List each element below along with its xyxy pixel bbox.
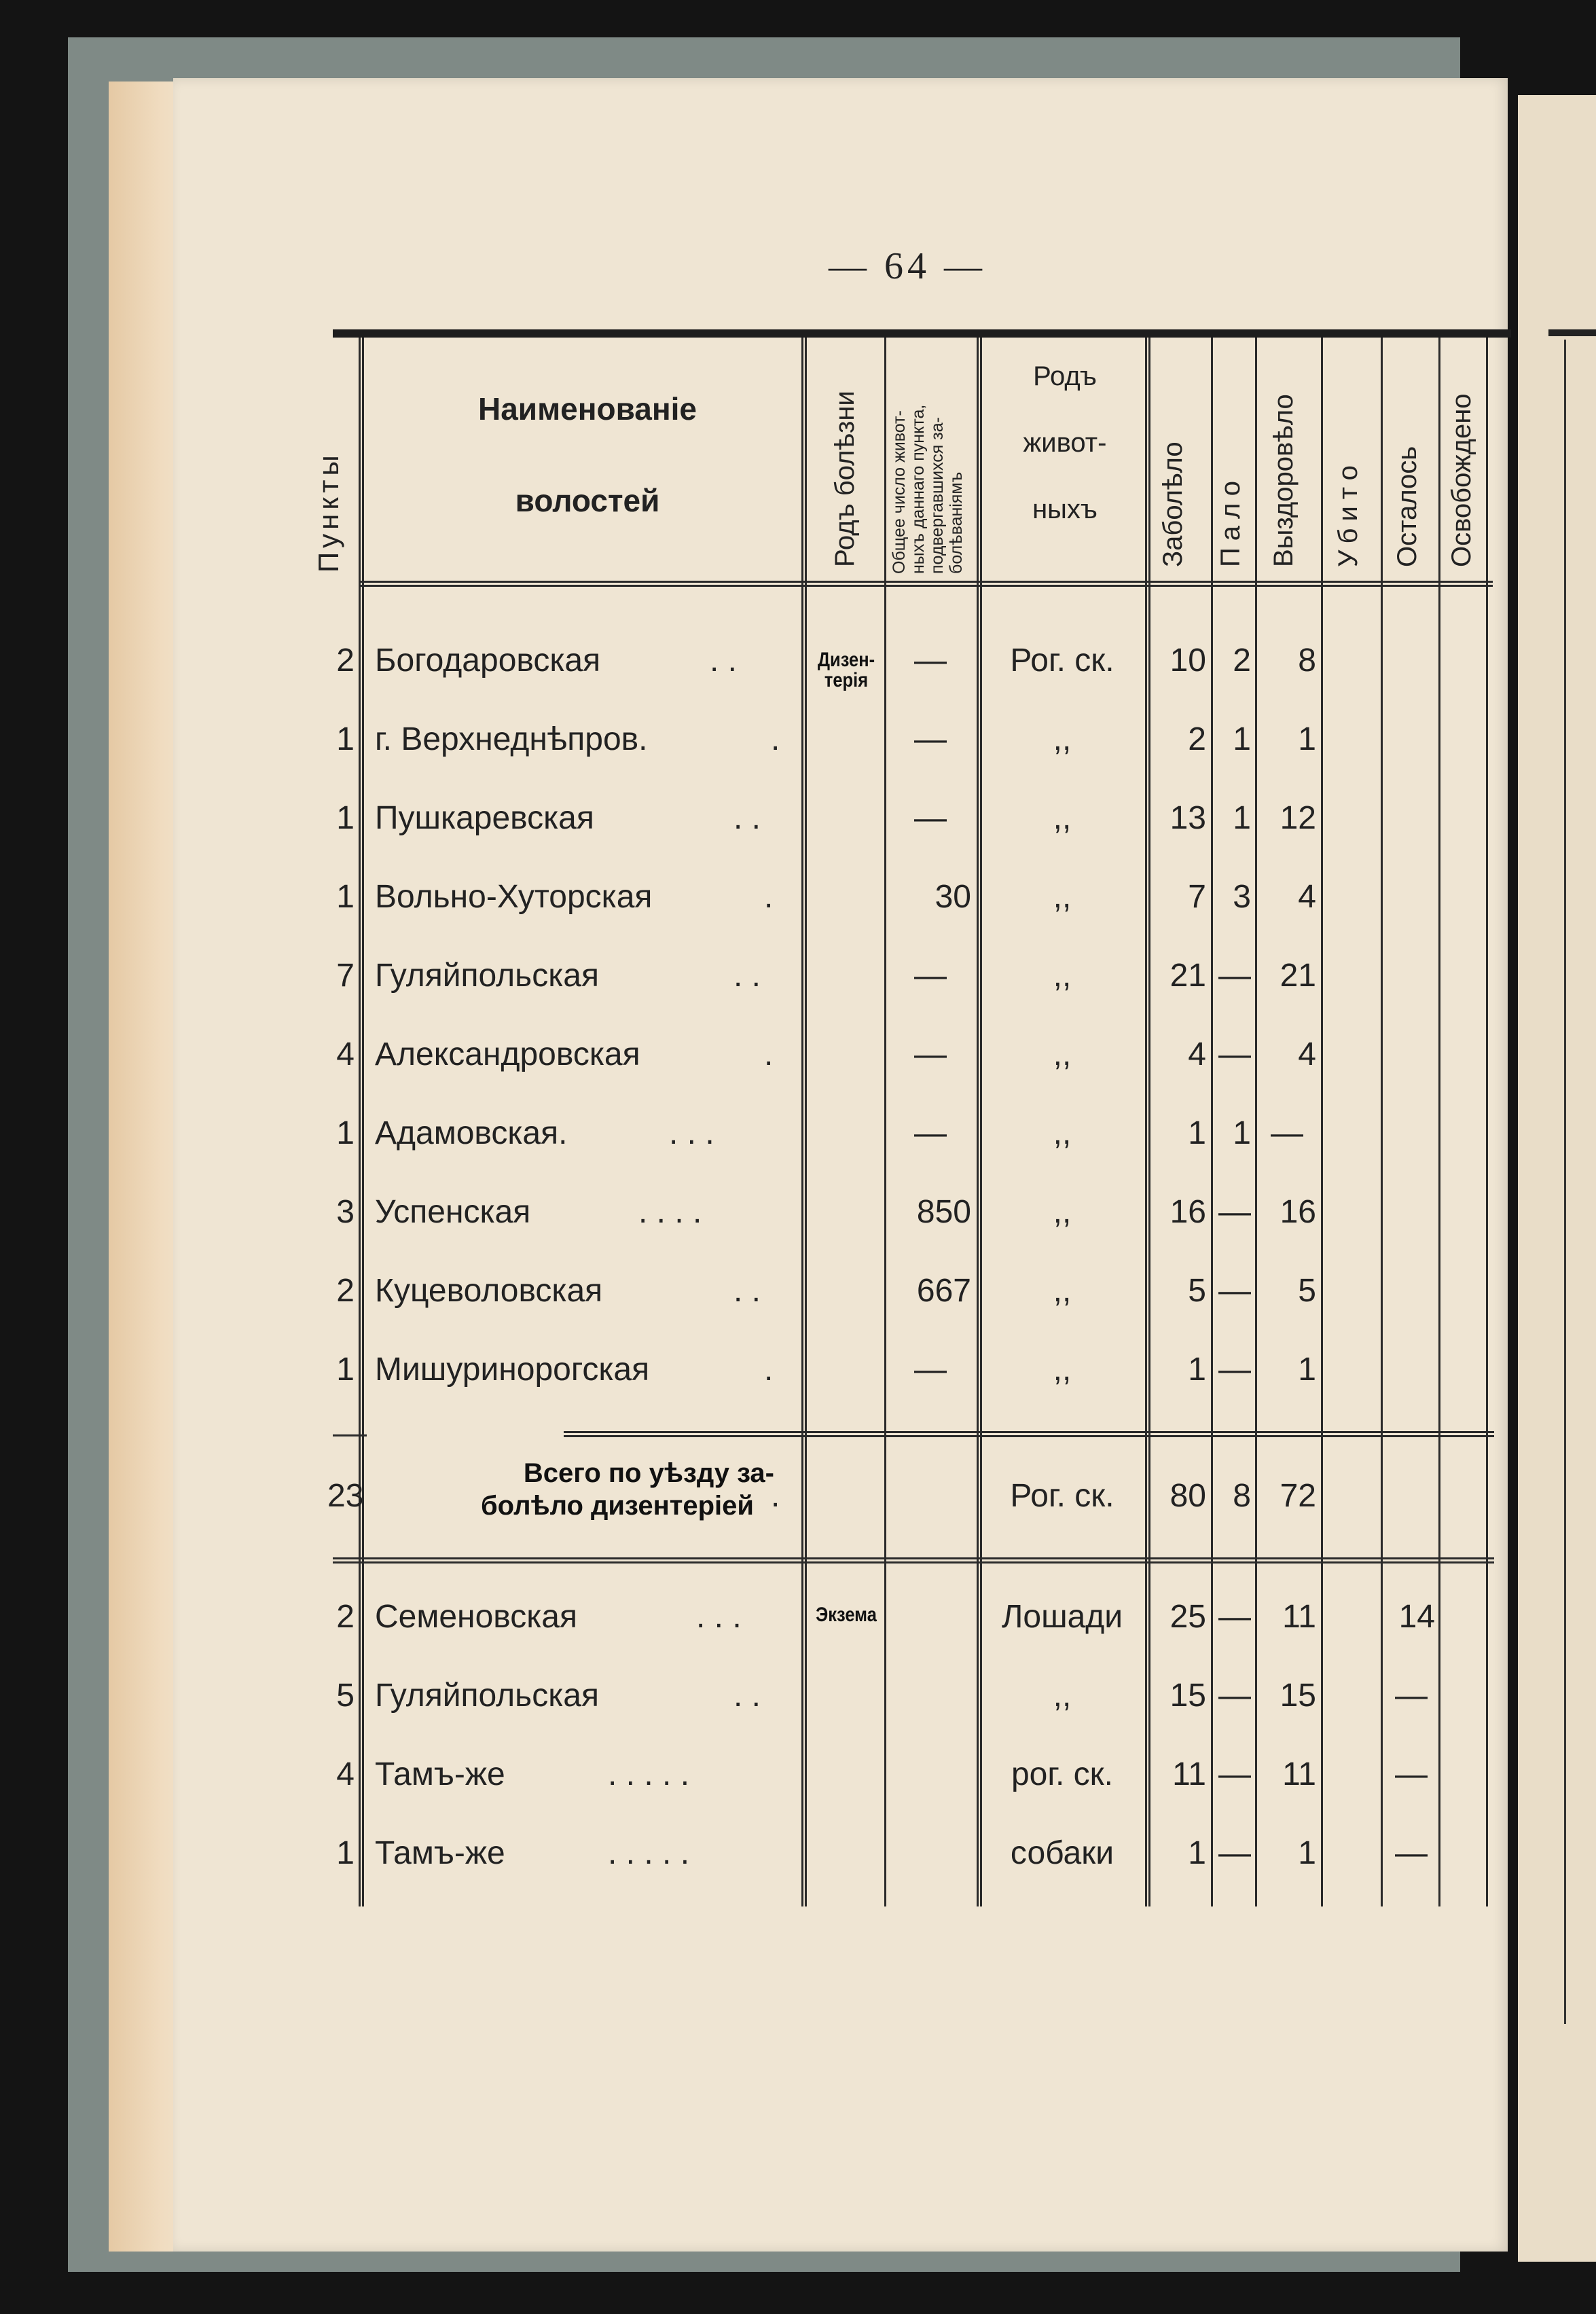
cell-ill: 13	[1169, 800, 1206, 836]
cell-recovered: 1	[1298, 1352, 1316, 1388]
cell-kind: Рог. ск.	[1010, 643, 1114, 679]
cell-kind: ,,	[1053, 958, 1072, 994]
cell-recovered: 1	[1298, 721, 1316, 757]
cell-recovered: 16	[1280, 1194, 1316, 1230]
header-name-line2: волостей	[515, 483, 660, 518]
cell-dots: . .	[733, 1273, 761, 1309]
cell-total: —	[914, 643, 947, 679]
cell-kind: ,,	[1053, 1115, 1072, 1151]
total-top-rule	[564, 1431, 1494, 1437]
facing-page-edge	[1518, 95, 1596, 2262]
cell-kind: ,,	[1053, 1194, 1072, 1230]
cell-kind: собаки	[1010, 1835, 1114, 1871]
cell-dots: . .	[733, 1678, 761, 1714]
table-row	[333, 799, 1511, 840]
cell-ill: 21	[1169, 958, 1206, 994]
cell-total: 667	[916, 1273, 971, 1309]
cell-name: Гуляйпольская	[375, 1678, 599, 1714]
cell-remained: —	[1395, 1678, 1428, 1714]
cell-recovered: 12	[1280, 800, 1316, 836]
cell-dots: .	[771, 721, 780, 757]
cell-punkty: 7	[336, 958, 355, 994]
cell-total: —	[914, 1352, 947, 1388]
cell-kind: Лошади	[1001, 1599, 1123, 1635]
cell-ill: 25	[1169, 1599, 1206, 1635]
table-row	[333, 721, 1511, 761]
cell-name: Вольно-Хуторская	[375, 879, 653, 915]
cell-died: —	[1218, 1835, 1251, 1871]
cell-dots: . . . .	[638, 1194, 702, 1230]
cell-died: 3	[1233, 879, 1251, 915]
page-number: — 64 —	[829, 245, 986, 287]
table-row	[333, 1756, 1511, 1796]
disease-line: Дизен-	[817, 649, 875, 671]
disease-line: терія	[824, 669, 869, 691]
cell-punkty: 1	[336, 1352, 355, 1388]
cell-died: 1	[1233, 800, 1251, 836]
table-row	[333, 1598, 1511, 1639]
table-row	[333, 1272, 1511, 1313]
header-separator	[359, 581, 1493, 587]
cell-name: Гуляйпольская	[375, 958, 599, 994]
cell-dots: . .	[733, 958, 761, 994]
cell-recovered: 8	[1298, 643, 1316, 679]
cell-kind: ,,	[1053, 721, 1072, 757]
header-killed: Убито	[1333, 458, 1363, 567]
cell-total: 30	[935, 879, 971, 915]
cell-dots: .	[764, 1352, 774, 1388]
cell-died: 2	[1233, 643, 1251, 679]
table-row	[333, 1677, 1511, 1718]
table-top-rule	[333, 329, 1511, 338]
cell-recovered: 11	[1282, 1599, 1316, 1635]
cell-punkty: 2	[336, 1599, 355, 1635]
cell-kind: рог. ск.	[1011, 1756, 1114, 1792]
header-disease-kind: Родъ болѣзни	[830, 391, 860, 567]
cell-total: —	[914, 958, 947, 994]
table-row	[333, 878, 1511, 919]
cell-name: Адамовская.	[375, 1115, 568, 1151]
cell-punkty: 1	[336, 800, 355, 836]
cell-died: —	[1218, 1194, 1251, 1230]
cell-died: 1	[1233, 1115, 1251, 1151]
cell-name: Куцеволовская	[375, 1273, 603, 1309]
cell-dots: . . .	[696, 1599, 742, 1635]
header-total-line: болѣваніямъ	[947, 471, 966, 574]
total-row	[327, 1458, 1511, 1545]
cell-recovered: 1	[1298, 1835, 1316, 1871]
cell-total: 850	[916, 1194, 971, 1230]
cell-recovered: 4	[1298, 1036, 1316, 1072]
cell-kind: ,,	[1053, 1273, 1072, 1309]
cell-dots: . .	[733, 800, 761, 836]
cell-died: 1	[1233, 721, 1251, 757]
table-row	[333, 1834, 1511, 1875]
cell-dots: . . . . .	[608, 1835, 690, 1871]
cell-ill: 11	[1172, 1756, 1206, 1792]
row-line	[333, 1434, 367, 1436]
cell-kind: Рог. ск.	[1010, 1478, 1114, 1514]
cell-died: —	[1218, 1756, 1251, 1792]
cell-recovered: 15	[1280, 1678, 1316, 1714]
cell-ill: 16	[1169, 1194, 1206, 1230]
page-edge	[109, 82, 183, 2252]
cell-punkty: 23	[327, 1478, 364, 1514]
facing-page-rule	[1548, 329, 1596, 336]
cell-ill: 10	[1169, 643, 1206, 679]
header-died: Пало	[1216, 473, 1246, 567]
cell-punkty: 1	[336, 879, 355, 915]
facing-page-line	[1564, 340, 1566, 2024]
cell-ill: 1	[1188, 1352, 1206, 1388]
cell-name: Богодаровская	[375, 643, 601, 679]
header-animal-line: ныхъ	[1032, 494, 1098, 524]
cell-dots: . .	[710, 643, 738, 679]
cell-died: —	[1218, 958, 1251, 994]
cell-total: —	[914, 721, 947, 757]
cell-punkty: 4	[336, 1036, 355, 1072]
header-released: Освобождено	[1447, 393, 1476, 567]
cell-remained: —	[1395, 1756, 1428, 1792]
cell-ill: 5	[1188, 1273, 1206, 1309]
header-punkty: Пункты	[312, 451, 344, 573]
cell-kind: ,,	[1053, 1036, 1072, 1072]
header-total-line: подвергавшихся за-	[928, 417, 947, 574]
cell-total: —	[914, 1036, 947, 1072]
statistics-table	[312, 329, 1511, 1915]
cell-kind: ,,	[1053, 800, 1072, 836]
cell-total: —	[914, 800, 947, 836]
header-remained: Осталось	[1392, 446, 1422, 567]
cell-dots: . . . . .	[608, 1756, 690, 1792]
cell-died: —	[1218, 1352, 1251, 1388]
cell-recovered: 5	[1298, 1273, 1316, 1309]
cell-dots: .	[771, 1478, 780, 1514]
cell-recovered: 4	[1298, 879, 1316, 915]
cell-ill: 80	[1169, 1478, 1206, 1514]
cell-kind: ,,	[1053, 1678, 1072, 1714]
cell-name: Успенская	[375, 1194, 531, 1230]
cell-name: Тамъ-же	[375, 1835, 505, 1871]
cell-total: —	[914, 1115, 947, 1151]
header-animal-kind	[983, 360, 1146, 526]
cell-recovered: —	[1271, 1115, 1303, 1151]
cell-punkty: 4	[336, 1756, 355, 1792]
cell-punkty: 1	[336, 1115, 355, 1151]
cell-ill: 7	[1188, 879, 1206, 915]
cell-died: —	[1218, 1678, 1251, 1714]
cell-died: —	[1218, 1599, 1251, 1635]
cell-ill: 1	[1188, 1115, 1206, 1151]
cell-punkty: 2	[336, 1273, 355, 1309]
cell-recovered: 21	[1280, 958, 1316, 994]
cell-died: 8	[1233, 1478, 1251, 1514]
cell-dots: .	[764, 879, 774, 915]
table-row	[333, 957, 1511, 998]
cell-recovered: 72	[1280, 1478, 1316, 1514]
cell-remained: 14	[1398, 1599, 1435, 1635]
cell-ill: 1	[1188, 1835, 1206, 1871]
table-row	[333, 1351, 1511, 1392]
total-name-line2: болѣло дизентеріей	[480, 1491, 754, 1521]
cell-kind: ,,	[1053, 1352, 1072, 1388]
cell-punkty: 1	[336, 1835, 355, 1871]
cell-name: Тамъ-же	[375, 1756, 505, 1792]
cell-punkty: 2	[336, 643, 355, 679]
header-total-line: ныхъ даннаго пункта,	[909, 404, 928, 574]
cell-died: —	[1218, 1273, 1251, 1309]
cell-remained: —	[1395, 1835, 1428, 1871]
cell-punkty: 3	[336, 1194, 355, 1230]
total-name-line1: Всего по уѣзду за-	[523, 1458, 774, 1488]
table-row	[333, 1036, 1511, 1077]
cell-ill: 4	[1188, 1036, 1206, 1072]
header-total-line: Общее число живот-	[890, 410, 909, 574]
header-animal-line: живот-	[1023, 428, 1107, 458]
header-recovered: Выздоровѣло	[1269, 394, 1299, 567]
table-row	[333, 1115, 1511, 1155]
cell-name: Пушкаревская	[375, 800, 594, 836]
header-name-line1: Наименованіе	[478, 391, 697, 427]
cell-dots: . . .	[669, 1115, 714, 1151]
cell-recovered: 11	[1282, 1756, 1316, 1792]
header-fell-ill: Заболѣло	[1158, 441, 1188, 567]
cell-ill: 15	[1169, 1678, 1206, 1714]
cell-name: Семеновская	[375, 1599, 577, 1635]
table-row	[333, 1193, 1511, 1234]
cell-kind: ,,	[1053, 879, 1072, 915]
table-row	[333, 642, 1511, 683]
cell-died: —	[1218, 1036, 1251, 1072]
cell-name: Мишуринорогская	[375, 1352, 650, 1388]
cell-name: Александровская	[375, 1036, 640, 1072]
total-bottom-rule	[333, 1557, 1494, 1563]
cell-dots: .	[764, 1036, 774, 1072]
header-animal-line: Родъ	[1033, 361, 1097, 391]
cell-ill: 2	[1188, 721, 1206, 757]
cell-name: г. Верхнеднѣпров.	[375, 721, 648, 757]
cell-punkty: 5	[336, 1678, 355, 1714]
cell-punkty: 1	[336, 721, 355, 757]
disease-label-eczema: Экзема	[816, 1604, 877, 1626]
